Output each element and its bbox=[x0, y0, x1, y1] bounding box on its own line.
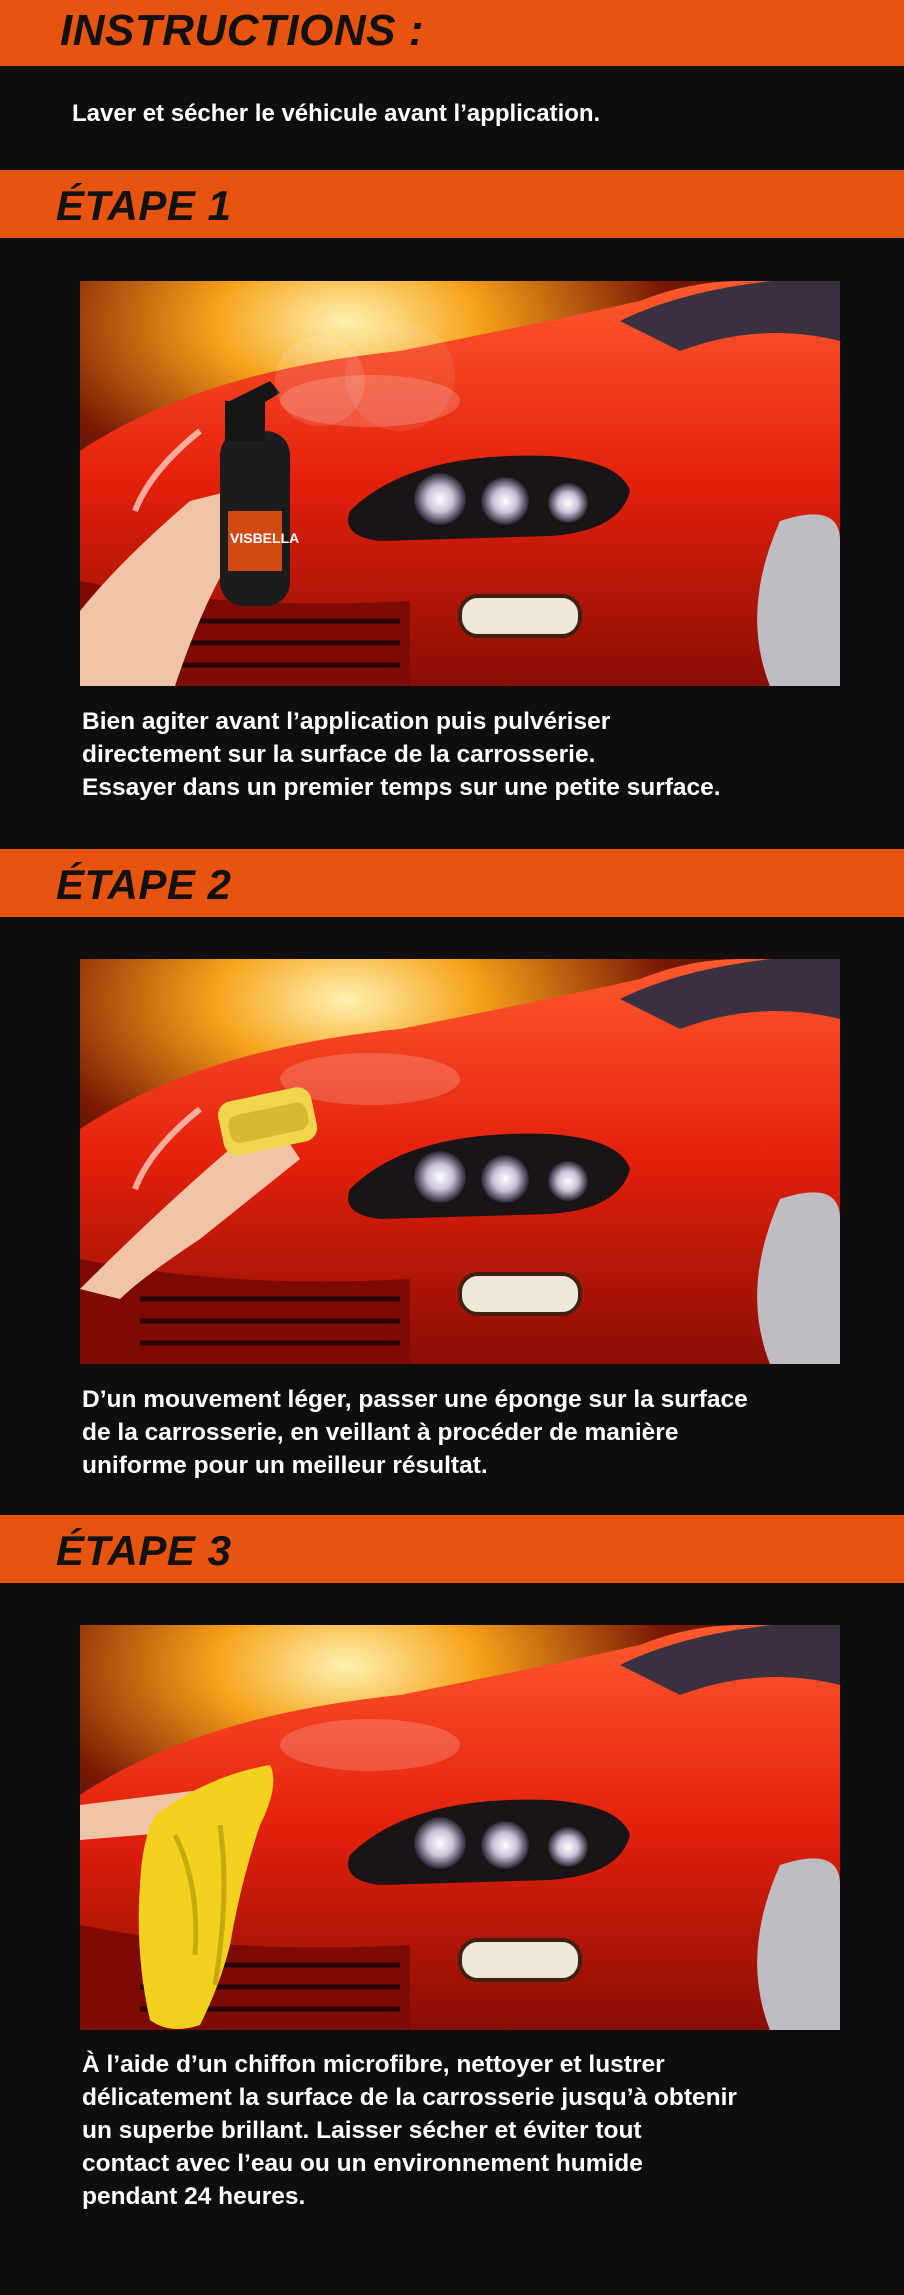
step-1-caption-line: directement sur la surface de la carrosserie. bbox=[82, 741, 596, 768]
step-1-caption-line: Bien agiter avant l’application puis pulvériser bbox=[82, 708, 611, 735]
step-3-caption-line: contact avec l’eau ou un environnement humide bbox=[82, 2150, 643, 2177]
step-2-title: ÉTAPE 2 bbox=[56, 861, 232, 908]
car-sponge-illustration bbox=[80, 959, 840, 1364]
page-title: INSTRUCTIONS : bbox=[60, 6, 424, 55]
step-1-photo bbox=[80, 281, 840, 686]
step-2-caption-line: de la carrosserie, en veillant à procéder de manière bbox=[82, 1419, 679, 1446]
step-1-title: ÉTAPE 1 bbox=[56, 182, 232, 229]
step-2-caption-line: uniforme pour un meilleur résultat. bbox=[82, 1452, 488, 1479]
step-2-caption-line: D’un mouvement léger, passer une éponge sur la surface bbox=[82, 1386, 748, 1413]
car-cloth-illustration bbox=[80, 1625, 840, 2030]
step-3-caption bbox=[82, 2048, 862, 2213]
step-3-caption-line: un superbe brillant. Laisser sécher et éviter tout bbox=[82, 2117, 642, 2144]
step-3-caption-line: délicatement la surface de la carrosserie jusqu’à obtenir bbox=[82, 2084, 737, 2111]
step-2-band bbox=[0, 849, 904, 917]
bottle-label: VISBELLA bbox=[230, 530, 300, 546]
header-band bbox=[0, 0, 904, 66]
step-2-photo bbox=[80, 959, 840, 1364]
step-3-band bbox=[0, 1515, 904, 1583]
intro-text: Laver et sécher le véhicule avant l’application. bbox=[72, 100, 601, 127]
step-1-caption bbox=[82, 705, 862, 804]
step-2-caption bbox=[82, 1383, 862, 1482]
step-1-caption-line: Essayer dans un premier temps sur une petite surface. bbox=[82, 774, 721, 801]
step-3-photo bbox=[80, 1625, 840, 2030]
step-3-caption-line: À l’aide d’un chiffon microfibre, nettoyer et lustrer bbox=[82, 2051, 665, 2078]
step-3-caption-line: pendant 24 heures. bbox=[82, 2183, 306, 2210]
step-1-band bbox=[0, 170, 904, 238]
car-spray-illustration bbox=[80, 281, 840, 686]
step-3-title: ÉTAPE 3 bbox=[56, 1527, 232, 1574]
